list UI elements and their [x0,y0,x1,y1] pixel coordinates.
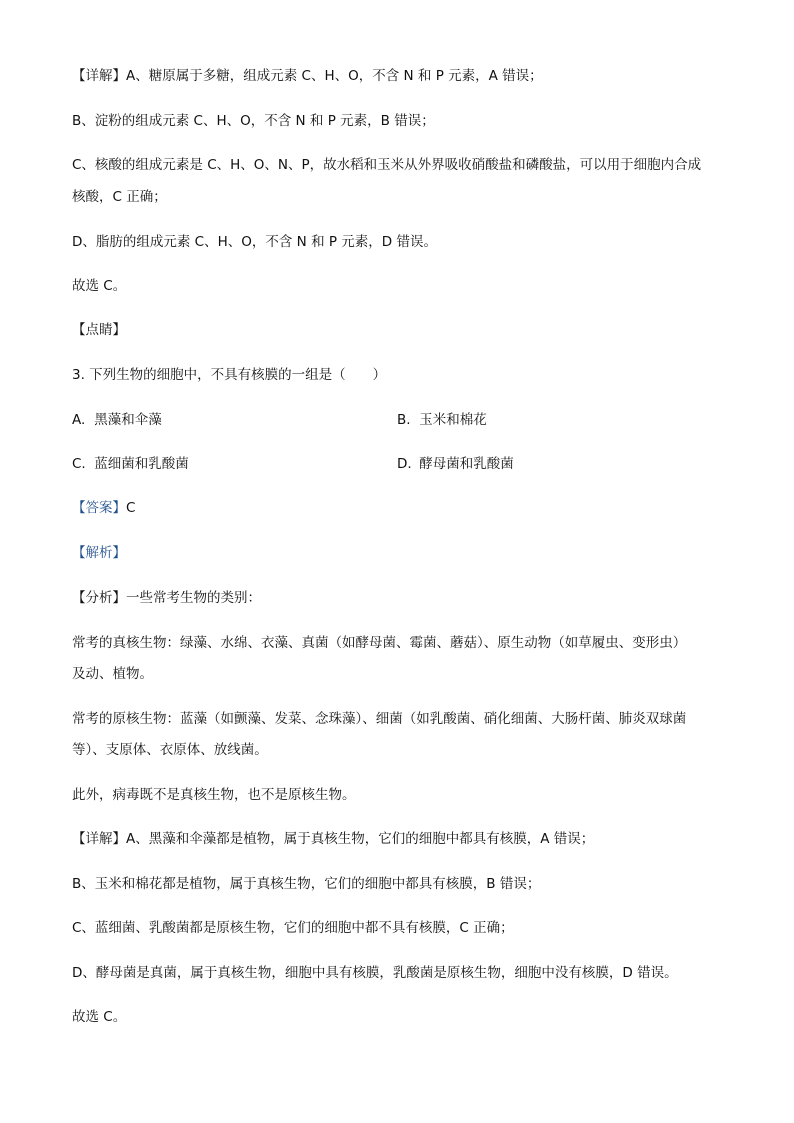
analysis-fenxi: 【分析】一些常考生物的类别： [72,590,261,606]
analysis-prokaryote-1: 常考的原核生物：蓝藻（如颤藻、发菜、念珠藻）、细菌（如乳酸菌、硝化细菌、大肠杆菌、肺炎双球菌 [72,711,687,727]
option-a-letter: A. [72,412,86,428]
option-b [397,411,487,429]
option-c-text: 蓝细菌和乳酸菌 [94,456,189,472]
detail1-line-c2: 核酸，C 正确； [72,189,167,205]
analysis-prokaryote-2: 等）、支原体、衣原体、放线菌。 [72,742,268,758]
answer-tag: 【答案】 [72,500,126,516]
detail2-line-b: B、玉米和棉花都是植物，属于真核生物，它们的细胞中都具有核膜，B 错误； [72,876,541,892]
detail2-line-d: D、酵母菌是真菌，属于真核生物，细胞中具有核膜，乳酸菌是原核生物，细胞中没有核膜，D 错误。 [72,965,678,981]
analysis-tag: 【解析】 [72,545,126,561]
option-c-letter: C. [72,456,86,472]
detail2-conclusion: 故选 C。 [72,1009,127,1025]
detail1-line-a: 【详解】A、糖原属于多糖，组成元素 C、H、O，不含 N 和 P 元素，A 错误； [72,68,543,84]
option-d-text: 酵母菌和乳酸菌 [419,456,514,472]
detail1-line-d: D、脂肪的组成元素 C、H、O，不含 N 和 P 元素，D 错误。 [72,234,437,250]
detail1-line-b: B、淀粉的组成元素 C、H、O，不含 N 和 P 元素，B 错误； [72,113,435,129]
dianjing-heading: 【点睛】 [72,322,126,338]
option-a-text: 黑藻和伞藻 [94,412,162,428]
question3-stem: 3. 下列生物的细胞中，不具有核膜的一组是（ ） [72,367,387,383]
option-d-letter: D. [397,456,412,472]
detail2-line-c: C、蓝细菌、乳酸菌都是原核生物，它们的细胞中都不具有核膜，C 正确； [72,920,514,936]
detail1-conclusion: 故选 C。 [72,278,127,294]
analysis-eukaryote-2: 及动、植物。 [72,666,153,682]
analysis-eukaryote-1: 常考的真核生物：绿藻、水绵、衣藻、真菌（如酵母菌、霉菌、蘑菇）、原生动物（如草履虫、变形虫） [72,635,687,651]
option-d [397,455,514,473]
answer-line [72,499,135,517]
answer-value: C [126,500,136,516]
detail1-line-c1: C、核酸的组成元素是 C、H、O、N、P，故水稻和玉米从外界吸收硝酸盐和磷酸盐，可以用于细胞内合成 [72,157,702,173]
option-a [72,411,162,429]
option-b-text: 玉米和棉花 [419,412,487,428]
analysis-virus: 此外，病毒既不是真核生物，也不是原核生物。 [72,787,356,803]
option-c [72,455,189,473]
option-b-letter: B. [397,412,411,428]
detail2-line-a: 【详解】A、黑藻和伞藻都是植物，属于真核生物，它们的细胞中都具有核膜，A 错误； [72,831,595,847]
